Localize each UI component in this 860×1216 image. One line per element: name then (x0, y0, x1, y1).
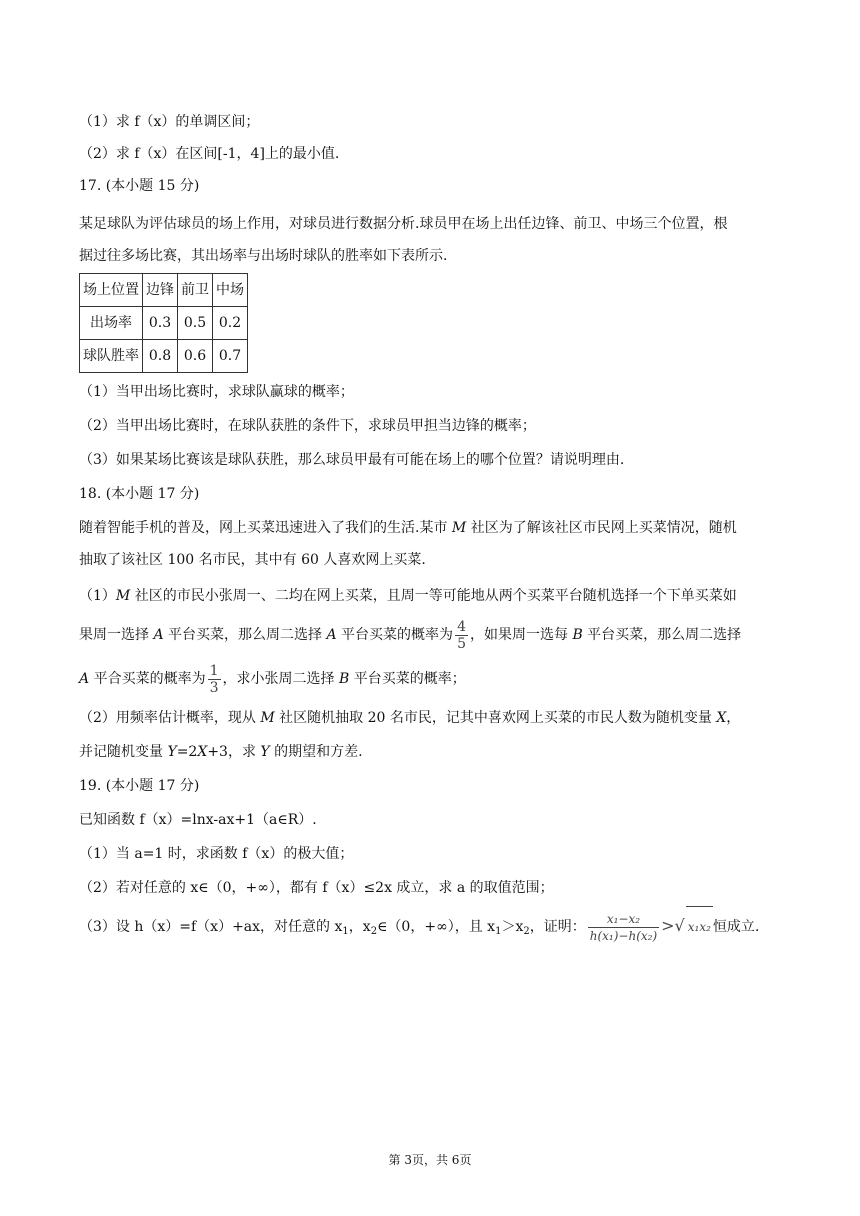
fraction-numerator: 1 (209, 662, 219, 679)
var-b: B (338, 671, 350, 687)
q18-intro-line2: 抽取了该社区 100 名市民，其中有 60 人喜欢网上买菜. (79, 552, 426, 568)
var-a: A (326, 627, 337, 643)
text-run: ，x (348, 919, 371, 935)
q17-intro-line2: 据过往多场比赛，其出场率与出场时球队的胜率如下表所示. (79, 248, 448, 264)
table-cell: 0.5 (178, 307, 213, 340)
q19-part1: （1）当 a=1 时，求函数 f（x）的极大值； (79, 846, 354, 862)
fraction-denominator: 3 (209, 679, 219, 696)
subscript-2: 2 (370, 926, 378, 937)
text-run: 随着智能手机的普及，网上买菜迅速进入了我们的生活.某市 (79, 520, 452, 536)
text-run: 社区的市民小张周一、二均在网上买菜，且周一等可能地从两个买菜平台随机选择一个下单买菜如 (130, 588, 737, 604)
table-cell: 出场率 (80, 307, 143, 340)
table-cell: 边锋 (143, 274, 178, 307)
var-m: M (115, 588, 131, 604)
var-y: Y (167, 744, 177, 760)
text-run: 的期望和方差. (269, 744, 363, 760)
text-run: 平台买菜的概率为 (336, 627, 454, 643)
q17-part3: （3）如果某场比赛该是球队获胜，那么球员甲最有可能在场上的哪个位置？请说明理由. (79, 452, 625, 468)
q18-part2-line2 (79, 742, 363, 762)
table-cell: 0.7 (213, 340, 248, 373)
table-row (80, 340, 248, 373)
text-run: ，求小张周二选择 (222, 671, 339, 687)
sqrt-radicand: x₁x₂ (686, 906, 713, 947)
inequality-fraction (588, 911, 659, 944)
text-run: （2）用频率估计概率，现从 (79, 710, 261, 726)
subscript-2: 2 (523, 926, 530, 937)
greater-than-symbol: > (661, 916, 675, 935)
text-run: ，如果周一选每 (469, 627, 573, 643)
table-cell: 前卫 (178, 274, 213, 307)
q18-intro-line1 (79, 518, 737, 538)
q19-header: 19. (本小题 17 分) (79, 778, 200, 794)
var-a: A (79, 671, 90, 687)
q19-part3 (79, 906, 759, 952)
text-run: 平合买菜的概率为 (89, 671, 206, 687)
text-run: （3）设 h（x）=f（x）+ax，对任意的 x (79, 919, 343, 935)
table-header-row (80, 274, 248, 307)
var-x: X (197, 744, 208, 760)
text-run: （1） (79, 588, 116, 604)
var-x: X (716, 710, 727, 726)
text-run: ∈（0，+∞），且 x (377, 919, 496, 935)
text-run: 恒成立. (712, 919, 760, 935)
table-cell: 0.8 (143, 340, 178, 373)
q19-part2: （2）若对任意的 x∈（0，+∞），都有 f（x）≤2x 成立，求 a 的取值范围； (79, 880, 554, 896)
q18-part1-line2 (79, 618, 741, 652)
text-run: +3，求 (207, 744, 261, 760)
table-row (80, 307, 248, 340)
text-run: 果周一选择 (79, 627, 154, 643)
text-run: 平台买菜的概率； (349, 671, 466, 687)
text-run: ， (726, 710, 741, 726)
text-run: ＞x (501, 919, 524, 935)
q16-part1: （1）求 f（x）的单调区间； (79, 114, 260, 130)
text-run: 平台买菜，那么周二选择 (163, 627, 327, 643)
q17-intro-line1: 某足球队为评估球员的场上作用，对球员进行数据分析.球员甲在场上出任边锋、前卫、中场三个位置，根 (79, 216, 728, 232)
table-cell: 0.6 (178, 340, 213, 373)
sqrt-symbol: √ (674, 916, 685, 935)
table-cell: 场上位置 (80, 274, 143, 307)
var-m: M (260, 710, 275, 726)
table-cell: 球队胜率 (80, 340, 143, 373)
table-cell: 0.2 (213, 307, 248, 340)
fraction-numerator: 4 (457, 618, 466, 635)
var-b: B (572, 627, 583, 643)
fraction-denominator: h(x₁)−h(x₂) (589, 928, 658, 943)
fraction-4-5 (455, 619, 468, 652)
q17-part2: （2）当甲出场比赛时，在球队获胜的条件下，求球员甲担当边锋的概率； (79, 418, 536, 434)
page-footer: 第 3页，共 6页 (388, 1153, 472, 1167)
text-run: 并记随机变量 (79, 744, 168, 760)
table-cell: 中场 (213, 274, 248, 307)
q17-part1: （1）当甲出场比赛时，求球队赢球的概率； (79, 384, 354, 400)
fraction-denominator: 5 (457, 635, 466, 652)
text-run: =2 (176, 744, 198, 760)
text-run: 平台买菜，那么周二选择 (582, 627, 742, 643)
text-run: 社区随机抽取 20 名市民，记其中喜欢网上买菜的市民人数为随机变量 (274, 710, 717, 726)
text-run: 社区为了解该社区市民网上买菜情况，随机 (466, 520, 737, 536)
q19-intro: 已知函数 f（x）=lnx-ax+1（a∈R）. (79, 812, 317, 828)
var-a: A (153, 627, 164, 643)
var-y: Y (260, 744, 270, 760)
q18-part1-line1 (79, 586, 737, 606)
q18-part2-line1 (79, 708, 740, 728)
q18-header: 18. (本小题 17 分) (79, 486, 200, 502)
text-run: ，证明： (529, 919, 586, 935)
subscript-1: 1 (342, 926, 349, 937)
q17-stats-table (79, 273, 248, 373)
var-m: M (451, 520, 467, 536)
fraction-1-3 (208, 663, 221, 696)
q17-header: 17. (本小题 15 分) (79, 178, 200, 194)
q16-part2: （2）求 f（x）在区间[-1，4]上的最小值. (79, 146, 340, 162)
table-cell: 0.3 (143, 307, 178, 340)
subscript-1: 1 (495, 926, 502, 937)
fraction-numerator: x₁−x₂ (588, 911, 659, 928)
q18-part1-line3 (79, 662, 466, 696)
